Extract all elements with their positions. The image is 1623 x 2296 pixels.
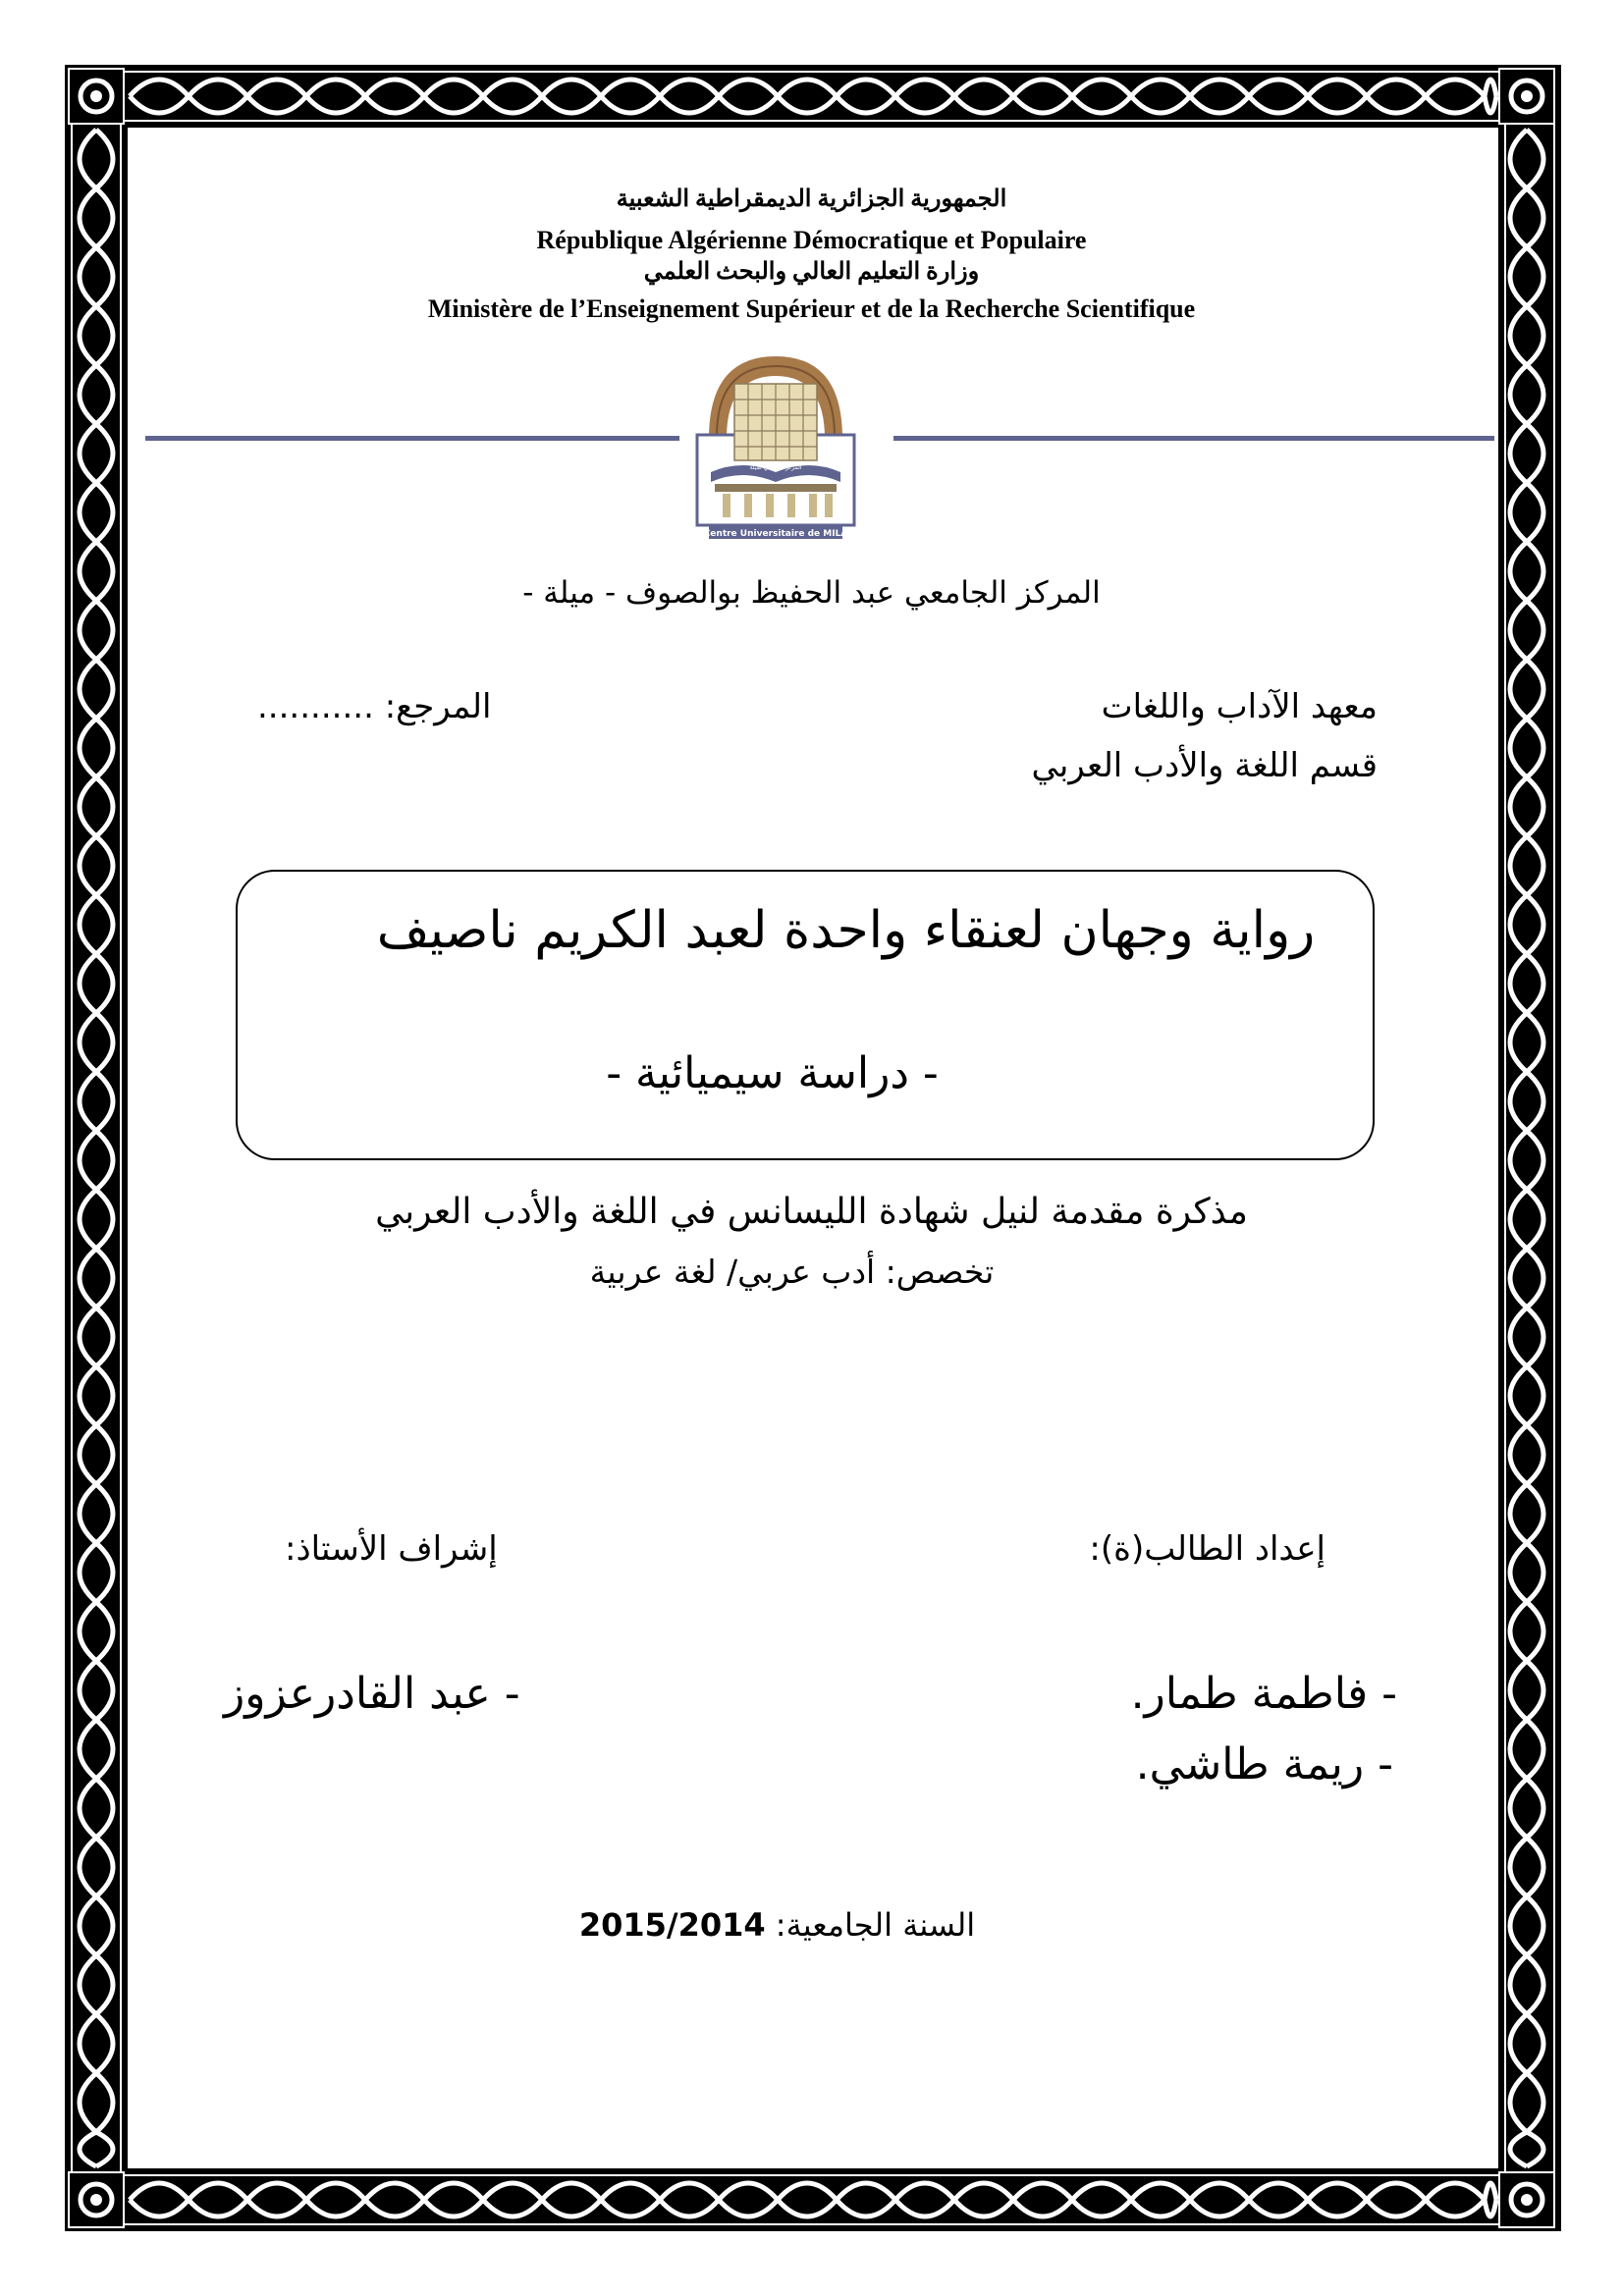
prepared-by-label: إعداد الطالب(ة): bbox=[1089, 1529, 1325, 1569]
ministry-name-arabic: وزارة التعليم العالي والبحث العلمي bbox=[643, 259, 980, 285]
republic-name-french: République Algérienne Démocratique et Populaire bbox=[536, 226, 1087, 254]
ministry-name-french: Ministère de l’Enseignement Supérieur et de la Recherche Scientifique bbox=[427, 294, 1196, 323]
department-name: قسم اللغة والأدب العربي bbox=[1031, 746, 1378, 785]
academic-year bbox=[0, 1906, 1623, 1944]
logo-banner-text: المركز الجامعي لميلة bbox=[749, 464, 802, 471]
center-name: المركز الجامعي عبد الحفيظ بوالصوف - ميلة - bbox=[522, 575, 1101, 611]
academic-year-value: 2015/2014 bbox=[578, 1906, 766, 1944]
republic-name-arabic: الجمهورية الجزائرية الديمقراطية الشعبية bbox=[616, 187, 1007, 212]
speciality: تخصص: أدب عربي/ لغة عربية bbox=[589, 1253, 995, 1291]
university-logo bbox=[687, 348, 864, 541]
degree-purpose: مذكرة مقدمة لنيل شهادة الليسانس في اللغة والأدب العربي bbox=[375, 1192, 1248, 1232]
logo-caption: Centre Universitaire de MILA bbox=[703, 529, 848, 539]
supervisor-label: إشراف الأستاذ: bbox=[285, 1529, 498, 1569]
supervisor-name: - عبد القادرعزوز bbox=[224, 1669, 520, 1719]
student-name: - فاطمة طمار. bbox=[1130, 1669, 1397, 1719]
thesis-subtitle: - دراسة سيميائية - bbox=[606, 1048, 939, 1098]
student-name: - ريمة طاشي. bbox=[1135, 1739, 1393, 1789]
reference-field: المرجع: ........... bbox=[257, 687, 492, 726]
academic-year-label: السنة الجامعية: bbox=[765, 1906, 976, 1944]
institute-name: معهد الآداب واللغات bbox=[1101, 687, 1378, 726]
thesis-title: رواية وجهان لعنقاء واحدة لعبد الكريم ناصيف bbox=[376, 901, 1316, 960]
header-rule-right bbox=[893, 436, 1494, 441]
header-rule-left bbox=[145, 436, 679, 441]
